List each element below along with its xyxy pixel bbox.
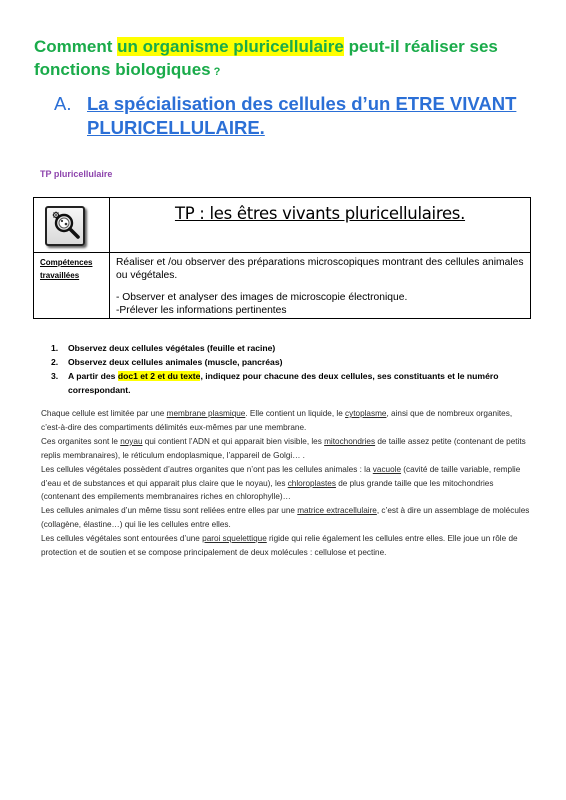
excerpt-text: de plus grande taille que les mitochondries (contenant des empilements membranaires riches en chlorophylle)… (41, 478, 494, 502)
excerpt-text: qui contient l’ADN et qui apparait bien visible, les (142, 436, 325, 446)
excerpt-text: rigide qui relie également les cellules entre elles. Elle joue un rôle de protection et de soutien et se compose principalement de deux molécules : cellulose et pectine. (41, 534, 518, 558)
excerpt-text: Les cellules animales d’un même tissu sont reliées entre elles par une (41, 506, 298, 516)
tp-table (33, 197, 531, 319)
term-mitochondries: mitochondries (324, 436, 376, 446)
instruction-number: 2. (51, 357, 59, 367)
excerpt-text: (cavité de taille variable, remplie d’eau et de substances et qui apparait plus claire que le noyau), les (41, 464, 521, 488)
competences-label: Compétences travaillées (40, 258, 93, 280)
main-title (34, 35, 544, 84)
instruction-text-pre: A partir des (68, 371, 118, 381)
instruction-number: 1. (51, 343, 59, 353)
instruction-item (34, 369, 540, 397)
title-post: peut-il réaliser ses fonctions biologiques (34, 37, 498, 79)
excerpt-text: . Elle contient un liquide, le (245, 409, 346, 418)
tp-title: TP : les êtres vivants pluricellulaires. (174, 204, 466, 223)
instruction-text: Observez deux cellules animales (muscle, pancréas) (68, 357, 283, 367)
excerpt-text: Les cellules végétales sont entourées d’une (41, 534, 203, 544)
table-row-divider (34, 252, 530, 253)
term-membrane-plasmique: membrane plasmique (166, 409, 246, 418)
competences-text (116, 256, 526, 317)
excerpt-paragraph-5 (41, 532, 532, 560)
instructions-list (34, 341, 540, 397)
section-heading-text: La spécialisation des cellules d’un ETRE VIVANT PLURICELLULAIRE. (87, 93, 517, 138)
instruction-item (34, 355, 540, 369)
instruction-number: 3. (51, 371, 59, 381)
excerpt-paragraph-3 (41, 463, 532, 505)
excerpt-text: , ainsi que de nombreux organites, c’est-à-dire des compartiments délimités eux-mêmes par une membrane. (41, 409, 513, 432)
term-cytoplasme: cytoplasme (345, 409, 387, 418)
tp-label: TP pluricellulaire (40, 169, 113, 179)
term-vacuole: vacuole (372, 464, 402, 474)
title-pre: Comment (34, 37, 118, 56)
competences-line-2: - Observer et analyser des images de microscopie électronique. (116, 292, 408, 303)
excerpt-text: Chaque cellule est limitée par une (41, 409, 167, 418)
excerpt-paragraph-1 (41, 407, 532, 435)
title-highlight: un organisme pluricellulaire (117, 37, 344, 56)
term-noyau: noyau (120, 436, 143, 446)
excerpt-paragraph-2 (41, 435, 532, 463)
excerpt-paragraph-4 (41, 504, 532, 532)
instruction-highlight: doc1 et 2 et du texte (117, 371, 201, 381)
instruction-text: Observez deux cellules végétales (feuille et racine) (68, 343, 276, 353)
title-question-mark: ? (210, 66, 221, 78)
section-letter: A. (54, 93, 72, 114)
microscope-icon (45, 206, 85, 246)
excerpt-text: Les cellules végétales possèdent d’autres organites que n’ont pas les cellules animales : la (41, 464, 373, 474)
competences-line-1: Réaliser et /ou observer des préparations microscopiques montrant des cellules animales ou végétales. (116, 257, 524, 281)
text-excerpt (41, 407, 532, 560)
excerpt-text: Ces organites sont le (41, 436, 121, 446)
instruction-item (34, 341, 540, 355)
term-paroi-squelettique: paroi squelettique (202, 534, 267, 544)
instruction-text-post: , indiquez pour chacune des deux cellules, ses constituants et le numéro correspondant. (68, 371, 499, 395)
excerpt-text: de taille assez petite (contenant de petits replis membranaires), le réticulum endoplasmique, l’appareil de Golgi… . (41, 436, 526, 460)
competences-line-3: -Prélever les informations pertinentes (116, 305, 287, 316)
term-matrice-extracellulaire: matrice extracellulaire (297, 506, 377, 516)
excerpt-text: , c’est à dire un assemblage de molécules (collagène, élastine…) qui lie les cellules entre elles. (41, 506, 530, 530)
microscope-icon-graphic (47, 208, 83, 244)
term-chloroplastes: chloroplastes (287, 478, 336, 488)
